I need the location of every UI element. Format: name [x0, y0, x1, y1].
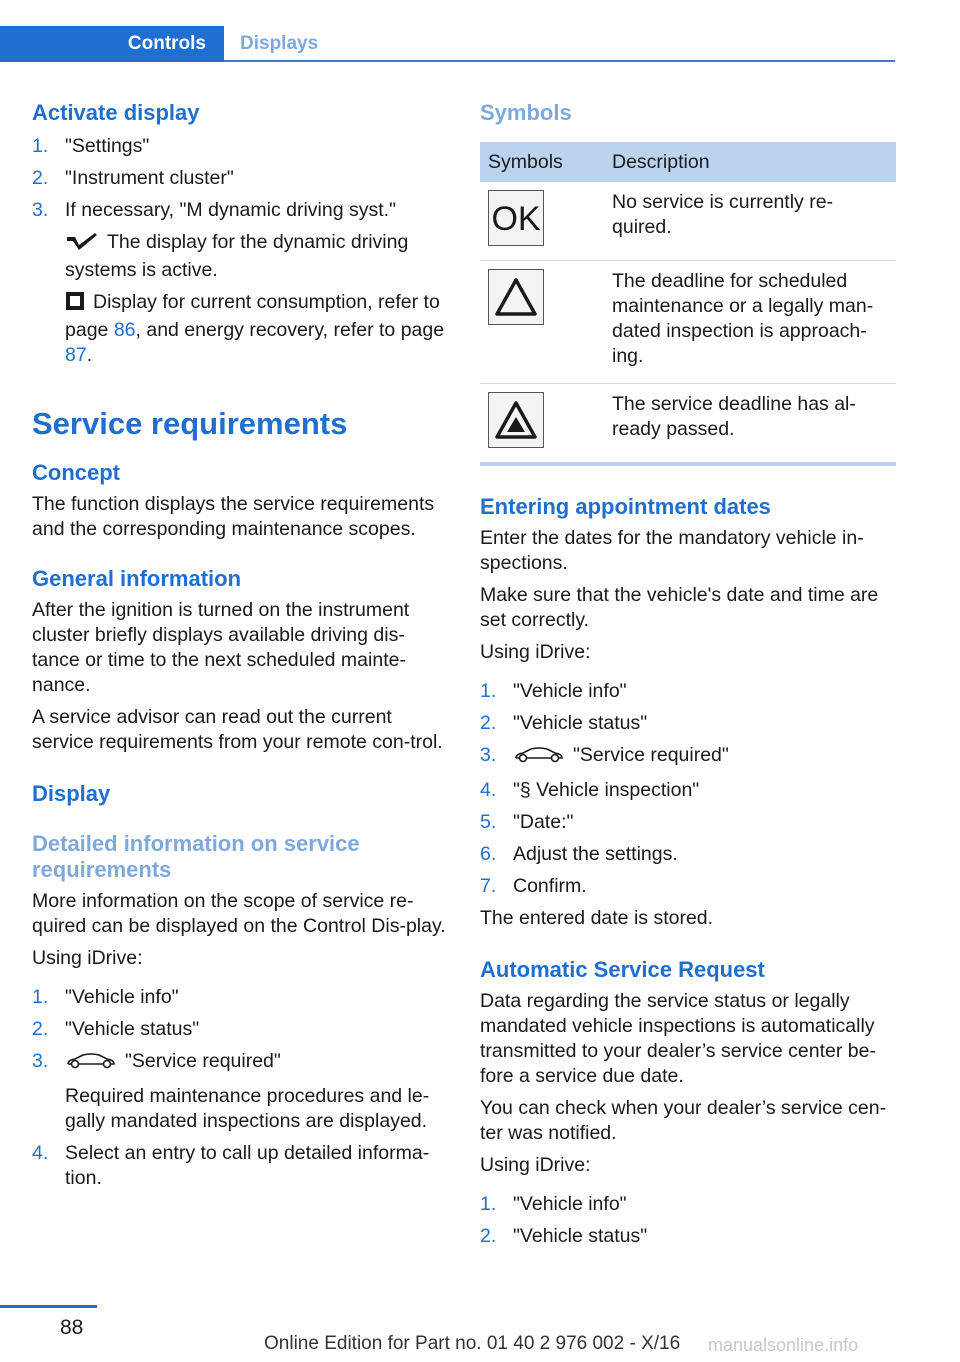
- list-item: 7. Confirm.: [480, 875, 587, 897]
- edition-info: Online Edition for Part no. 01 40 2 976 002 - X/16: [264, 1333, 681, 1354]
- display-steps: [32, 985, 450, 1191]
- page-link-86[interactable]: 86: [113, 319, 136, 341]
- page-number: 88: [60, 1316, 84, 1339]
- using-idrive-label: Using iDrive:: [32, 947, 143, 969]
- consumption-note: Display for current consumption, refer to page 86, and energy recovery, refer to page 87.: [65, 291, 445, 366]
- automatic-service-request-heading: Automatic Service Request: [480, 957, 765, 982]
- section-tab-bar: [0, 26, 895, 62]
- list-item: 1. "Vehicle info": [32, 986, 179, 1008]
- car-service-icon: [513, 746, 565, 771]
- list-item: 2. "Vehicle status": [32, 1018, 200, 1040]
- symbols-table: [480, 142, 896, 466]
- list-item: 2. "Vehicle status": [480, 1225, 648, 1247]
- tab-displays[interactable]: Displays: [240, 33, 319, 54]
- list-item: 1. "Vehicle info": [480, 680, 627, 702]
- required-maintenance-note: Required maintenance procedures and le-gally mandated inspections are displayed.: [65, 1085, 430, 1132]
- svg-text:OK: OK: [491, 201, 541, 235]
- checkmark-flag-icon: [65, 231, 99, 258]
- left-column: [32, 100, 450, 1198]
- date-time-note: Make sure that the vehicle's date and time are set correctly.: [480, 584, 879, 631]
- list-item: 1. "Vehicle info": [480, 1193, 627, 1215]
- dynamic-driving-note: The display for the dynamic driving systems is active.: [65, 231, 409, 281]
- symbols-heading: Symbols: [480, 100, 572, 125]
- list-item: 4. "§ Vehicle inspection": [480, 779, 700, 801]
- table-cell-description: No service is currently re-quired.: [604, 182, 896, 261]
- list-item: 5. "Date:": [480, 811, 574, 833]
- asr-steps: [480, 1192, 896, 1249]
- list-item: 4. Select an entry to call up detailed informa-tion.: [32, 1142, 430, 1189]
- table-header-symbols: Symbols: [480, 142, 604, 182]
- watermark: manualsonline.info: [708, 1335, 859, 1355]
- list-item: 2. "Vehicle status": [480, 712, 648, 734]
- service-requirements-heading: Service requirements: [32, 406, 348, 441]
- general-information-text: After the ignition is turned on the instrument cluster briefly displays available driving dis-tance or time to the next scheduled mainte-nance.: [32, 599, 410, 696]
- square-display-icon: [65, 291, 85, 318]
- list-item: 3. "Service required": [480, 743, 896, 771]
- service-advisor-text: A service advisor can read out the current service requirements from your remote con-trol.: [32, 706, 443, 753]
- table-cell-description: The service deadline has al-ready passed.: [604, 384, 896, 465]
- appointment-dates-text: Enter the dates for the mandatory vehicle in-spections.: [480, 527, 864, 574]
- page-link-87[interactable]: 87: [65, 344, 87, 366]
- table-cell-description: The deadline for scheduled maintenance or a legally man-dated inspection is approach-ing.: [604, 261, 896, 384]
- filled-warning-triangle-icon: [488, 392, 544, 448]
- table-row: [480, 384, 896, 465]
- dealer-notified-text: You can check when your dealer’s service cen-ter was notified.: [480, 1097, 887, 1144]
- list-item: 3. "Service required" Required maintenance procedures and le-gally mandated inspections are displayed.: [32, 1049, 450, 1134]
- table-row: [480, 261, 896, 384]
- table-header-description: Description: [604, 142, 896, 182]
- list-item: 3. If necessary, "M dynamic driving syst." The display for the dynamic driving systems is active. Display for current consumption, refer to page 86, and energy recovery, refer to page 87.: [32, 198, 450, 368]
- using-idrive-label: Using iDrive:: [480, 1154, 591, 1176]
- activate-display-heading: Activate display: [32, 100, 200, 125]
- display-heading: Display: [32, 781, 111, 806]
- concept-heading: Concept: [32, 460, 120, 485]
- detailed-information-heading: Detailed information on service requirements: [32, 831, 360, 882]
- list-item: 6. Adjust the settings.: [480, 843, 678, 865]
- table-row: [480, 182, 896, 261]
- list-item: 1. "Settings": [32, 135, 150, 157]
- appointment-dates-heading: Entering appointment dates: [480, 494, 771, 519]
- appointment-steps: [480, 679, 896, 899]
- tab-controls[interactable]: Controls: [0, 26, 224, 62]
- warning-triangle-icon: [488, 269, 544, 325]
- date-stored-note: The entered date is stored.: [480, 907, 714, 929]
- footer-divider: [0, 1305, 97, 1308]
- car-service-icon: [65, 1052, 117, 1077]
- automatic-service-request-text: Data regarding the service status or legally mandated vehicle inspections is automatically transmitted to your dealer’s service center be-fore a service due date.: [480, 990, 876, 1087]
- detailed-information-text: More information on the scope of service re-quired can be displayed on the Control Dis-play.: [32, 890, 446, 937]
- right-column: [480, 100, 896, 1256]
- list-item: 2. "Instrument cluster": [32, 167, 234, 189]
- activate-display-steps: [32, 134, 450, 368]
- using-idrive-label: Using iDrive:: [480, 641, 591, 663]
- ok-icon: [488, 190, 544, 246]
- general-information-heading: General information: [32, 566, 242, 591]
- concept-text: The function displays the service requirements and the corresponding maintenance scopes.: [32, 493, 435, 540]
